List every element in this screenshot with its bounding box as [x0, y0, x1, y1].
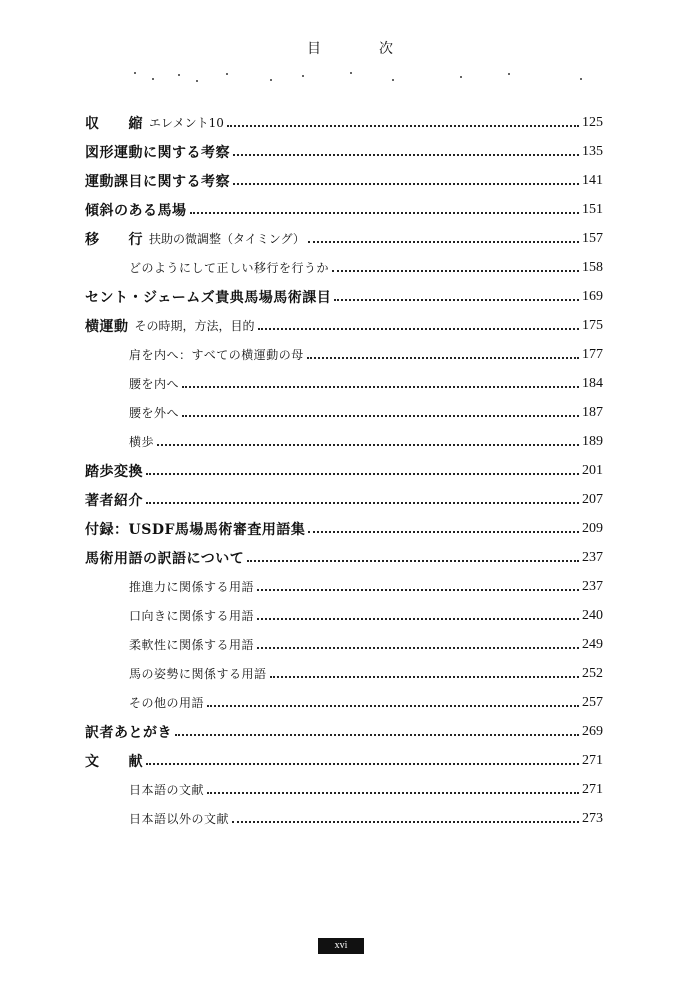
- toc-entry-page: 157: [582, 230, 603, 246]
- toc-entry-title: 収 縮: [85, 115, 143, 132]
- toc-dot-leader: [233, 183, 579, 185]
- toc-dot-leader: [182, 415, 579, 417]
- toc-entry-page: 175: [582, 317, 603, 333]
- toc-entry-title: 腰を外へ: [129, 406, 180, 420]
- toc-entry-page: 151: [582, 201, 603, 217]
- table-of-contents: [85, 108, 603, 833]
- toc-entry-title: 傾斜のある馬場: [85, 202, 187, 219]
- toc-dot-leader: [270, 676, 579, 678]
- toc-dot-leader: [257, 647, 579, 649]
- toc-entry-title: 訳者あとがき: [85, 724, 172, 741]
- toc-entry-title: 横運動: [85, 318, 129, 335]
- toc-dot-leader: [207, 705, 579, 707]
- toc-entry: [85, 340, 603, 369]
- toc-entry: [85, 427, 603, 456]
- toc-entry-page: 169: [582, 288, 603, 304]
- toc-entry: [85, 775, 603, 804]
- toc-entry-page: 141: [582, 172, 603, 188]
- toc-entry: [85, 630, 603, 659]
- toc-entry: [85, 224, 603, 253]
- toc-entry-page: 252: [582, 665, 603, 681]
- toc-entry-title: 運動課目に関する考察: [85, 173, 230, 190]
- toc-entry: [85, 543, 603, 572]
- toc-entry-page: 249: [582, 636, 603, 652]
- toc-entry-page: 201: [582, 462, 603, 478]
- toc-entry: [85, 572, 603, 601]
- toc-entry-subtitle: エレメント10: [149, 116, 224, 130]
- toc-dot-leader: [247, 560, 579, 562]
- toc-entry-title: 口向きに関係する用語: [129, 609, 255, 623]
- toc-entry: [85, 456, 603, 485]
- toc-entry-page: 237: [582, 578, 603, 594]
- toc-dot-leader: [146, 763, 579, 765]
- toc-entry-title: 馬の姿勢に関係する用語: [129, 667, 267, 681]
- toc-entry-page: 177: [582, 346, 603, 362]
- toc-entry-title: 図形運動に関する考察: [85, 144, 230, 161]
- toc-dot-leader: [146, 473, 579, 475]
- scan-speckles: [130, 70, 600, 84]
- toc-dot-leader: [175, 734, 579, 736]
- toc-dot-leader: [157, 444, 579, 446]
- toc-entry-title: どのようにして正しい移行を行うか: [129, 261, 330, 275]
- toc-entry-title: 文 献: [85, 753, 143, 770]
- toc-entry: [85, 166, 603, 195]
- toc-entry: [85, 195, 603, 224]
- toc-entry-page: 184: [582, 375, 603, 391]
- toc-entry-title: 付録：USDF馬場馬術審査用語集: [85, 521, 306, 538]
- toc-entry-title: 日本語以外の文献: [129, 812, 230, 826]
- toc-entry-title: 馬術用語の訳語について: [85, 550, 245, 567]
- toc-entry-page: 189: [582, 433, 603, 449]
- toc-dot-leader: [308, 241, 579, 243]
- toc-dot-leader: [308, 531, 579, 533]
- toc-entry-page: 158: [582, 259, 603, 275]
- toc-entry-title: 柔軟性に関係する用語: [129, 638, 255, 652]
- toc-dot-leader: [182, 386, 579, 388]
- toc-entry-title: セント・ジェームズ貴典馬場馬術課目: [85, 289, 332, 306]
- toc-dot-leader: [257, 589, 579, 591]
- toc-entry: [85, 601, 603, 630]
- toc-dot-leader: [233, 154, 579, 156]
- toc-entry-page: 209: [582, 520, 603, 536]
- toc-dot-leader: [146, 502, 579, 504]
- page-title: 目 次: [307, 41, 415, 57]
- toc-entry-title: 腰を内へ: [129, 377, 180, 391]
- toc-entry-page: 237: [582, 549, 603, 565]
- page-number: xvi: [318, 938, 364, 954]
- toc-entry-title: 肩を内へ：すべての横運動の母: [129, 348, 304, 362]
- toc-entry-title: 移 行: [85, 231, 143, 248]
- toc-entry: [85, 659, 603, 688]
- toc-entry: [85, 108, 603, 137]
- toc-entry-page: 125: [582, 114, 603, 130]
- toc-dot-leader: [232, 821, 579, 823]
- toc-entry-page: 271: [582, 752, 603, 768]
- toc-entry-page: 273: [582, 810, 603, 826]
- toc-entry: [85, 398, 603, 427]
- toc-entry-title: 著者紹介: [85, 492, 143, 509]
- toc-entry-page: 240: [582, 607, 603, 623]
- toc-entry: [85, 717, 603, 746]
- toc-entry-title: 横歩: [129, 435, 155, 449]
- toc-entry: [85, 485, 603, 514]
- toc-entry-page: 271: [582, 781, 603, 797]
- toc-dot-leader: [334, 299, 579, 301]
- toc-dot-leader: [332, 270, 579, 272]
- toc-entry-title: 踏歩変換: [85, 463, 143, 480]
- toc-entry-page: 135: [582, 143, 603, 159]
- toc-entry: [85, 804, 603, 833]
- toc-entry-subtitle: その時期，方法，目的: [134, 319, 255, 333]
- toc-entry-page: 187: [582, 404, 603, 420]
- toc-entry-page: 257: [582, 694, 603, 710]
- toc-entry: [85, 253, 603, 282]
- toc-dot-leader: [207, 792, 579, 794]
- toc-entry: [85, 282, 603, 311]
- toc-entry-page: 269: [582, 723, 603, 739]
- toc-entry-title: その他の用語: [129, 696, 205, 710]
- toc-entry: [85, 311, 603, 340]
- toc-dot-leader: [190, 212, 580, 214]
- toc-dot-leader: [307, 357, 579, 359]
- toc-entry: [85, 688, 603, 717]
- toc-entry-title: 推進力に関係する用語: [129, 580, 255, 594]
- toc-entry: [85, 514, 603, 543]
- toc-entry: [85, 746, 603, 775]
- toc-entry: [85, 137, 603, 166]
- toc-entry-page: 207: [582, 491, 603, 507]
- toc-dot-leader: [257, 618, 579, 620]
- toc-dot-leader: [227, 125, 579, 127]
- toc-entry-title: 日本語の文献: [129, 783, 205, 797]
- toc-entry: [85, 369, 603, 398]
- toc-dot-leader: [258, 328, 579, 330]
- toc-entry-subtitle: 扶助の微調整（タイミング）: [149, 232, 305, 246]
